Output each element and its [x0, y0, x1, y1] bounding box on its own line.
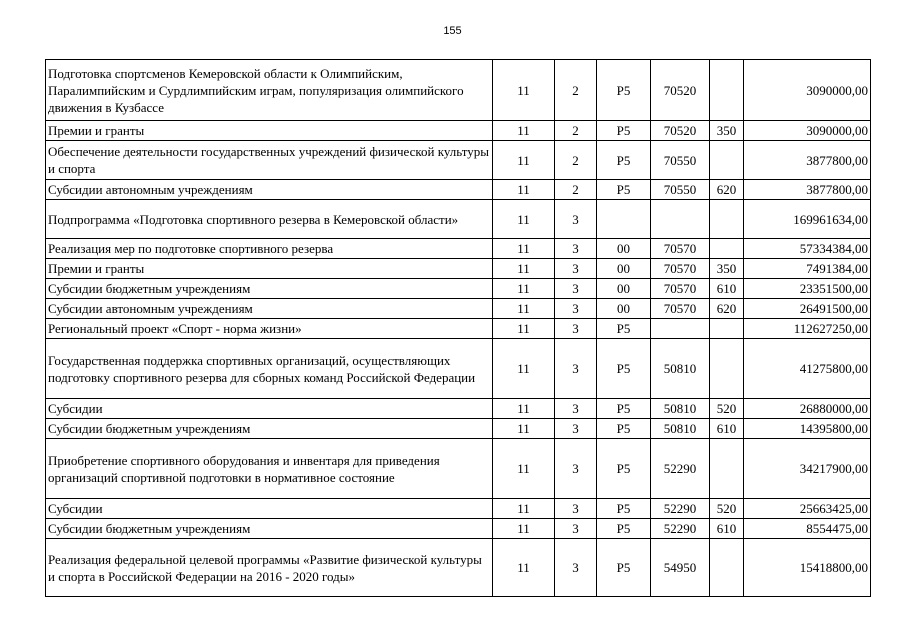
cell-name: Субсидии [46, 399, 493, 419]
cell-program: Р5 [597, 419, 651, 439]
cell-amount: 169961634,00 [744, 200, 871, 239]
cell-item: 70570 [651, 259, 710, 279]
cell-expense-type [710, 439, 744, 499]
cell-section: 11 [493, 259, 555, 279]
cell-amount: 7491384,00 [744, 259, 871, 279]
table-row [46, 519, 871, 539]
cell-program: 00 [597, 259, 651, 279]
cell-amount: 14395800,00 [744, 419, 871, 439]
table-row [46, 279, 871, 299]
cell-section: 11 [493, 121, 555, 141]
table-row [46, 60, 871, 121]
cell-name: Субсидии бюджетным учреждениям [46, 519, 493, 539]
cell-section: 11 [493, 499, 555, 519]
cell-amount: 8554475,00 [744, 519, 871, 539]
cell-item: 50810 [651, 339, 710, 399]
cell-section: 11 [493, 141, 555, 180]
cell-item: 52290 [651, 439, 710, 499]
cell-amount: 3090000,00 [744, 60, 871, 121]
cell-program: Р5 [597, 319, 651, 339]
cell-item: 70570 [651, 299, 710, 319]
cell-section: 11 [493, 539, 555, 597]
cell-section: 11 [493, 239, 555, 259]
cell-name: Реализация мер по подготовке спортивного резерва [46, 239, 493, 259]
table-row [46, 141, 871, 180]
cell-subsection: 3 [555, 539, 597, 597]
cell-section: 11 [493, 279, 555, 299]
cell-subsection: 3 [555, 499, 597, 519]
table-row [46, 319, 871, 339]
cell-name: Приобретение спортивного оборудования и инвентаря для приведения организаций спортивной подготовки в нормативное состояние [46, 439, 493, 499]
cell-name: Премии и гранты [46, 121, 493, 141]
budget-table-body [46, 60, 871, 597]
cell-name: Государственная поддержка спортивных организаций, осуществляющих подготовку спортивного резерва для сборных команд Российской Федерации [46, 339, 493, 399]
table-row [46, 239, 871, 259]
cell-item: 52290 [651, 499, 710, 519]
cell-program: Р5 [597, 539, 651, 597]
cell-subsection: 3 [555, 439, 597, 499]
cell-subsection: 3 [555, 279, 597, 299]
cell-expense-type: 610 [710, 419, 744, 439]
cell-amount: 41275800,00 [744, 339, 871, 399]
table-row [46, 180, 871, 200]
cell-subsection: 3 [555, 239, 597, 259]
cell-amount: 112627250,00 [744, 319, 871, 339]
cell-section: 11 [493, 339, 555, 399]
cell-name: Премии и гранты [46, 259, 493, 279]
table-row [46, 200, 871, 239]
cell-expense-type [710, 141, 744, 180]
table-row [46, 539, 871, 597]
cell-amount: 25663425,00 [744, 499, 871, 519]
cell-subsection: 2 [555, 121, 597, 141]
cell-expense-type: 610 [710, 519, 744, 539]
cell-subsection: 2 [555, 60, 597, 121]
cell-item: 52290 [651, 519, 710, 539]
cell-expense-type: 520 [710, 499, 744, 519]
cell-subsection: 3 [555, 519, 597, 539]
cell-subsection: 3 [555, 339, 597, 399]
cell-program: Р5 [597, 141, 651, 180]
cell-item: 70570 [651, 239, 710, 259]
cell-program: 00 [597, 279, 651, 299]
cell-amount: 57334384,00 [744, 239, 871, 259]
cell-program: Р5 [597, 499, 651, 519]
cell-amount: 34217900,00 [744, 439, 871, 499]
cell-amount: 15418800,00 [744, 539, 871, 597]
cell-item: 50810 [651, 399, 710, 419]
cell-name: Подпрограмма «Подготовка спортивного резерва в Кемеровской области» [46, 200, 493, 239]
cell-section: 11 [493, 519, 555, 539]
cell-subsection: 3 [555, 399, 597, 419]
cell-program: Р5 [597, 60, 651, 121]
cell-subsection: 3 [555, 259, 597, 279]
cell-name: Субсидии [46, 499, 493, 519]
cell-expense-type: 520 [710, 399, 744, 419]
table-row [46, 439, 871, 499]
cell-amount: 3090000,00 [744, 121, 871, 141]
cell-section: 11 [493, 419, 555, 439]
cell-program: Р5 [597, 339, 651, 399]
cell-expense-type: 350 [710, 259, 744, 279]
cell-amount: 26880000,00 [744, 399, 871, 419]
cell-program: Р5 [597, 519, 651, 539]
table-row [46, 259, 871, 279]
cell-program: Р5 [597, 180, 651, 200]
cell-program: 00 [597, 299, 651, 319]
cell-subsection: 2 [555, 180, 597, 200]
cell-section: 11 [493, 60, 555, 121]
table-row [46, 299, 871, 319]
cell-expense-type [710, 339, 744, 399]
cell-name: Обеспечение деятельности государственных учреждений физической культуры и спорта [46, 141, 493, 180]
cell-name: Региональный проект «Спорт - норма жизни» [46, 319, 493, 339]
cell-section: 11 [493, 319, 555, 339]
cell-program [597, 200, 651, 239]
cell-amount: 23351500,00 [744, 279, 871, 299]
cell-program: Р5 [597, 439, 651, 499]
page-number: 155 [443, 25, 462, 37]
cell-program: 00 [597, 239, 651, 259]
cell-name: Субсидии бюджетным учреждениям [46, 419, 493, 439]
cell-section: 11 [493, 200, 555, 239]
cell-subsection: 3 [555, 200, 597, 239]
cell-item: 50810 [651, 419, 710, 439]
cell-name: Субсидии автономным учреждениям [46, 299, 493, 319]
cell-expense-type: 350 [710, 121, 744, 141]
cell-program: Р5 [597, 121, 651, 141]
cell-subsection: 3 [555, 419, 597, 439]
cell-item [651, 319, 710, 339]
cell-amount: 26491500,00 [744, 299, 871, 319]
cell-name: Субсидии бюджетным учреждениям [46, 279, 493, 299]
cell-name: Подготовка спортсменов Кемеровской области к Олимпийским, Паралимпийским и Сурдлимпийским играм, популяризация олимпийского движения в Кузбассе [46, 60, 493, 121]
cell-item: 70570 [651, 279, 710, 299]
budget-table [45, 59, 871, 597]
cell-expense-type [710, 319, 744, 339]
table-row [46, 499, 871, 519]
table-row [46, 419, 871, 439]
cell-expense-type: 620 [710, 180, 744, 200]
cell-item: 54950 [651, 539, 710, 597]
table-row [46, 399, 871, 419]
cell-item: 70550 [651, 180, 710, 200]
table-row [46, 121, 871, 141]
cell-expense-type [710, 60, 744, 121]
cell-subsection: 2 [555, 141, 597, 180]
cell-section: 11 [493, 399, 555, 419]
cell-item: 70520 [651, 60, 710, 121]
cell-expense-type: 620 [710, 299, 744, 319]
cell-name: Субсидии автономным учреждениям [46, 180, 493, 200]
cell-item [651, 200, 710, 239]
cell-expense-type [710, 239, 744, 259]
cell-amount: 3877800,00 [744, 180, 871, 200]
cell-section: 11 [493, 299, 555, 319]
cell-program: Р5 [597, 399, 651, 419]
cell-item: 70550 [651, 141, 710, 180]
cell-item: 70520 [651, 121, 710, 141]
cell-name: Реализация федеральной целевой программы «Развитие физической культуры и спорта в Российской Федерации на 2016 - 2020 годы» [46, 539, 493, 597]
cell-section: 11 [493, 439, 555, 499]
cell-expense-type: 610 [710, 279, 744, 299]
cell-subsection: 3 [555, 319, 597, 339]
cell-subsection: 3 [555, 299, 597, 319]
cell-expense-type [710, 200, 744, 239]
cell-expense-type [710, 539, 744, 597]
cell-section: 11 [493, 180, 555, 200]
cell-amount: 3877800,00 [744, 141, 871, 180]
table-row [46, 339, 871, 399]
